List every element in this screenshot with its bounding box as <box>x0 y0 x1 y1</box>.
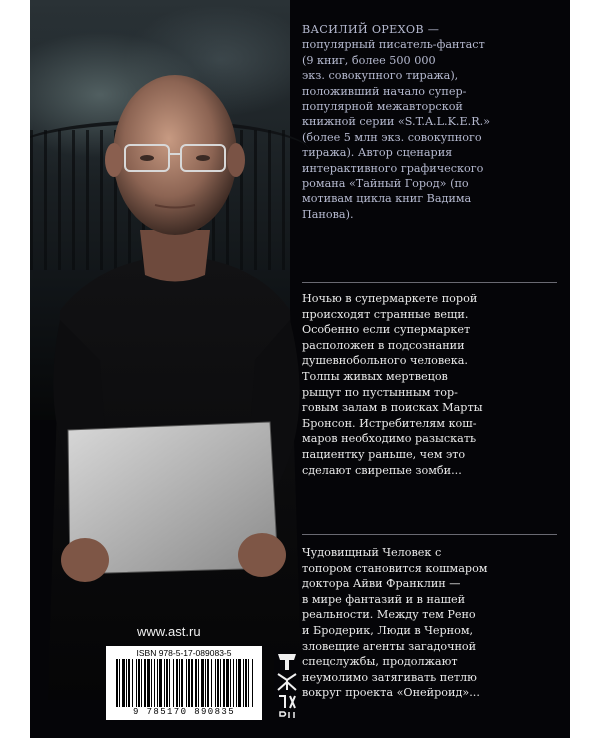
blurb-paragraph-1: Ночью в супермаркете порой происходят странные вещи. Особенно если супермаркет расположен в подсознании душевнобольного человека. Толпы живых мертвецов рыщут по пустынным тор- говым залам в поисках Марты Бронсон. Истребителям кош- маров необходимо разыскать пациентку раньше, чем это сделают свирепые зомби... <box>302 292 483 477</box>
author-photo <box>40 60 310 700</box>
blurb-paragraph-2: Чудовищный Человек с топором становится кошмаром доктора Айви Франклин — в мире фантазий и в нашей реальности. Между тем Рено и Бродерик, Люди в Черном, зловещие агенты загадочной спецслужбы, продолжают неумолимо затягивать петлю вокруг проекта «Онейроид»... <box>302 546 488 700</box>
barcode-label <box>106 646 262 720</box>
back-cover <box>30 0 570 738</box>
publisher-website[interactable]: www.ast.ru <box>137 624 201 639</box>
zhanry-series-logo <box>274 650 300 720</box>
divider <box>302 282 557 283</box>
isbn-text: ISBN 978-5-17-089083-5 <box>136 648 232 658</box>
barcode-number: 9 785170 890835 <box>132 707 235 717</box>
barcode <box>116 659 254 707</box>
author-bio: ВАСИЛИЙ ОРЕХОВ — популярный писатель-фантаст (9 книг, более 500 000 экз. совокупного тиража), положивший начало супер- популярной межавторской книжной серии «S.T.A.L.K.E.R.» (более 5 млн экз. совокупного тиража). Автор сценария интерактивного графического романа «Тайный Город» (по мотивам цикла книг Вадима Панова). <box>302 23 491 221</box>
divider <box>302 534 557 535</box>
author-name: ВАСИЛИЙ ОРЕХОВ — <box>302 23 440 36</box>
